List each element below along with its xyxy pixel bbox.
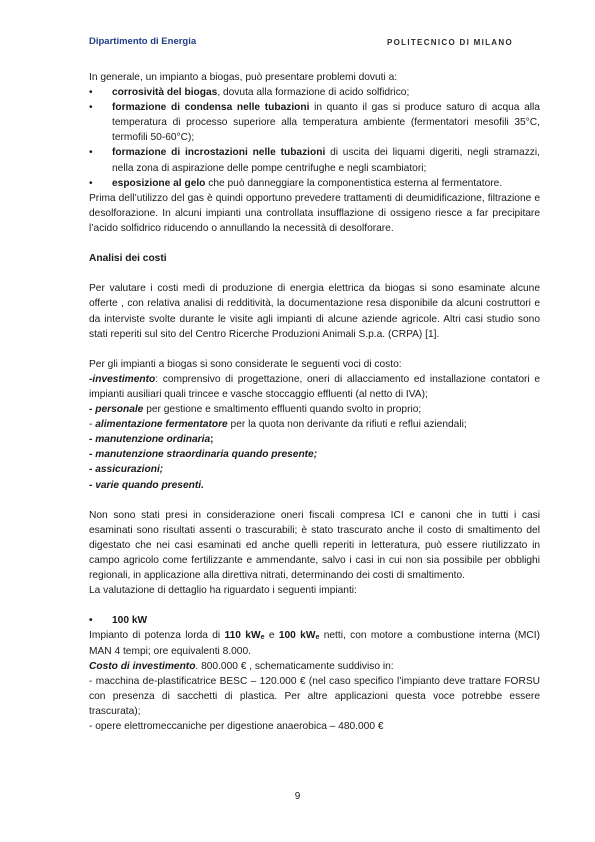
paragraph: Prima dell’utilizzo del gas è quindi opportuno prevedere trattamenti di deumidificazione, filtrazione e desolforazione. In alcuni impianti una controllata insufflazione di ossigeno riesce a far precipitare l’acido solfidrico riducendo o annullando la necessità di desolforare. [89, 192, 540, 234]
header-department: Dipartimento di Energia [89, 36, 197, 47]
cost-item-straordinaria: - manutenzione straordinaria quando presente; [89, 449, 318, 461]
page-number: 9 [294, 791, 301, 802]
intro-text: In generale, un impianto a biogas, può presentare problemi dovuti a: [89, 72, 398, 83]
header-university: POLITECNICO DI MILANO [387, 38, 513, 47]
cost-item-assicurazioni: - assicurazioni; [89, 464, 164, 476]
plant-investment: Costo di investimento. 800.000 € , schematicamente suddiviso in: [89, 660, 394, 672]
problem-item: • formazione di incrostazioni nelle tubazioni di uscita dei liquami digeriti, negli stramazzi, nella zona di aspirazione delle pompe centrifughe e negli scambiatori; [89, 145, 540, 175]
problem-item: • formazione di condensa nelle tubazioni in quanto il gas si produce saturo di acqua alla temperatura di processo superiore alla temperatura ambiente (fermentatori mesofili 35°C, termofili 50-60°C); [89, 100, 540, 145]
cost-item-varie: - varie quando presenti. [89, 479, 204, 491]
paragraph: Non sono stati presi in considerazione oneri fiscali compresa ICI e canoni che in tutti i casi esaminati sono risultati assenti o trascurabili; è stato trascurato anche il costo di smaltimento del digestato che nei casi esaminati ed anche quelli reperiti in letteratura, può essere riutilizzato in campo agricolo come fertilizzante e ammendante, salvo i casi in cui non sia possibile per obblighi regionali, in applicazione alla direttiva nitrati, determinando dei costi di smaltimento. [89, 509, 540, 582]
costs-intro: Per gli impianti a biogas si sono considerate le seguenti voci di costo: [89, 358, 402, 370]
problem-item: • corrosività del biogas, dovuta alla formazione di acido solfidrico; [89, 85, 540, 100]
plant-cost-item: - macchina de-plastificatrice BESC – 120.000 € (nel caso specifico l’impianto deve trattare FORSU con presenza di sacchetti di plastica. Per altre applicazioni questa voce potrebbe essere trascurata); [89, 675, 540, 717]
cost-item-alimentazione: - alimentazione fermentatore per la quota non derivante da rifiuti e reflui aziendali; [89, 419, 467, 431]
problem-item: • esposizione al gelo che può danneggiare la componentistica esterna al fermentatore. [89, 176, 540, 191]
cost-item-investimento: -investimento: comprensivo di progettazione, oneri di allacciamento ed installazione contatori e impianti ausiliari quali trincee e vasche stoccaggio effluenti (al netto di IVA); [89, 373, 540, 400]
paragraph: La valutazione di dettaglio ha riguardato i seguenti impianti: [89, 585, 357, 597]
cost-item-ordinaria: - manutenzione ordinaria; [89, 434, 214, 446]
plant-description: Impianto di potenza lorda di 110 $kW_e$ e 100 $kW_e$ netti, con motore a combustione interna (MCI) MAN 4 tempi; ore equivalenti 8.000. [89, 630, 540, 657]
section-title: Analisi dei costi [89, 253, 167, 265]
plant-title: • 100 kW [89, 613, 540, 628]
document-body [89, 70, 540, 734]
plant-cost-item: - opere elettromeccaniche per digestione anaerobica – 480.000 € [89, 721, 384, 733]
cost-item-personale: - personale per gestione e smaltimento effluenti quando svolto in proprio; [89, 404, 422, 416]
paragraph: Per valutare i costi medi di produzione di energia elettrica da biogas si sono esaminate alcune offerte , con relativa analisi di redditività, la documentazione resa disponibile da alcuni costruttori e da interviste svolte durante le visite agli impianti di alcune aziende agricole. Altri casi studio sono stati reperiti sul sito del Centro Ricerche Produzioni Animali S.p.a. (CRPA) [1]. [89, 283, 540, 340]
